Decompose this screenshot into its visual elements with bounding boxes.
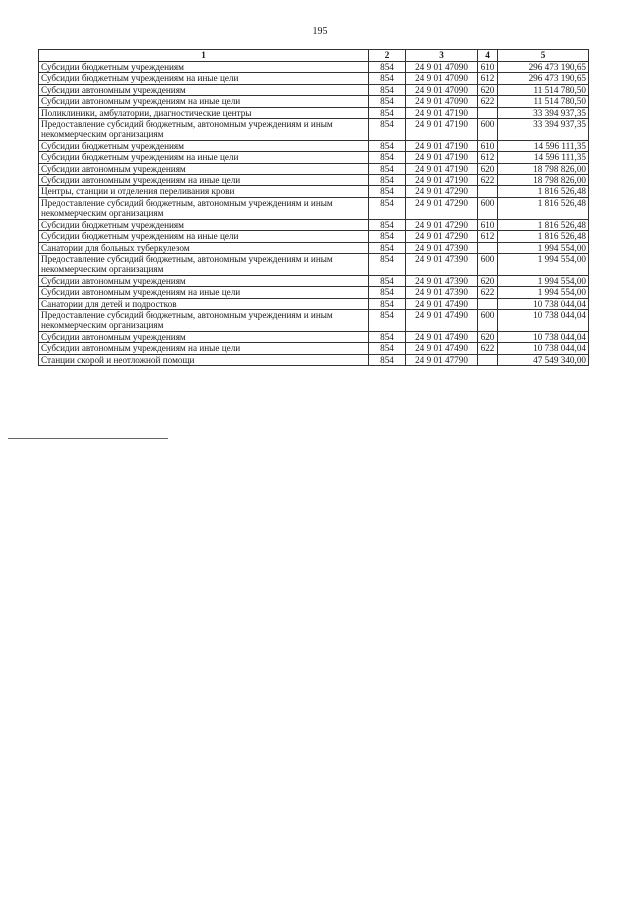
amount-cell: 11 514 780,50 — [498, 96, 589, 107]
target-article-cell: 24 9 01 47390 — [406, 242, 478, 253]
row-name-cell: Поликлиники, амбулатории, диагностические центры — [39, 107, 369, 118]
ministry-code-cell: 854 — [369, 242, 406, 253]
expense-type-cell: 600 — [478, 253, 498, 275]
expense-type-cell: 600 — [478, 197, 498, 219]
ministry-code-cell: 854 — [369, 298, 406, 309]
amount-cell: 1 816 526,48 — [498, 219, 589, 230]
row-name-cell: Субсидии автономным учреждениям на иные цели — [39, 287, 369, 298]
amount-cell: 11 514 780,50 — [498, 84, 589, 95]
amount-cell: 1 994 554,00 — [498, 287, 589, 298]
expense-type-cell: 622 — [478, 175, 498, 186]
amount-cell: 296 473 190,65 — [498, 73, 589, 84]
amount-cell: 14 596 111,35 — [498, 140, 589, 151]
table-row — [39, 73, 589, 84]
amount-cell: 1 994 554,00 — [498, 275, 589, 286]
ministry-code-cell: 854 — [369, 343, 406, 354]
row-name-cell: Субсидии бюджетным учреждениям на иные цели — [39, 73, 369, 84]
row-name-cell: Субсидии бюджетным учреждениям — [39, 219, 369, 230]
ministry-code-cell: 854 — [369, 309, 406, 331]
target-article-cell: 24 9 01 47190 — [406, 119, 478, 141]
row-name-cell: Субсидии автономным учреждениям — [39, 331, 369, 342]
target-article-cell: 24 9 01 47190 — [406, 163, 478, 174]
table-row — [39, 287, 589, 298]
row-name-cell: Субсидии автономным учреждениям — [39, 84, 369, 95]
table-row — [39, 331, 589, 342]
amount-cell: 1 816 526,48 — [498, 231, 589, 242]
row-name-cell: Субсидии бюджетным учреждениям на иные цели — [39, 231, 369, 242]
row-name-cell: Станции скорой и неотложной помощи — [39, 354, 369, 365]
amount-cell: 18 798 826,00 — [498, 175, 589, 186]
table-row — [39, 163, 589, 174]
row-name-cell: Субсидии бюджетным учреждениям — [39, 62, 369, 73]
ministry-code-cell: 854 — [369, 62, 406, 73]
ministry-code-cell: 854 — [369, 73, 406, 84]
row-name-cell: Предоставление субсидий бюджетным, автономным учреждениям и иным некоммерческим организациям — [39, 197, 369, 219]
amount-cell: 10 738 044,04 — [498, 343, 589, 354]
target-article-cell: 24 9 01 47090 — [406, 96, 478, 107]
table-row — [39, 231, 589, 242]
row-name-cell: Субсидии автономным учреждениям на иные цели — [39, 175, 369, 186]
ministry-code-cell: 854 — [369, 219, 406, 230]
amount-cell: 1 994 554,00 — [498, 242, 589, 253]
target-article-cell: 24 9 01 47190 — [406, 140, 478, 151]
table-row — [39, 119, 589, 141]
row-name-cell: Субсидии автономным учреждениям на иные цели — [39, 343, 369, 354]
target-article-cell: 24 9 01 47290 — [406, 219, 478, 230]
ministry-code-cell: 854 — [369, 140, 406, 151]
expense-type-cell — [478, 186, 498, 197]
column-header-4: 4 — [478, 50, 498, 62]
target-article-cell: 24 9 01 47390 — [406, 275, 478, 286]
expense-type-cell: 620 — [478, 275, 498, 286]
amount-cell: 33 394 937,35 — [498, 107, 589, 118]
table-row — [39, 275, 589, 286]
target-article-cell: 24 9 01 47790 — [406, 354, 478, 365]
expense-type-cell: 620 — [478, 331, 498, 342]
table-row — [39, 253, 589, 275]
amount-cell: 33 394 937,35 — [498, 119, 589, 141]
target-article-cell: 24 9 01 47290 — [406, 197, 478, 219]
expense-type-cell: 622 — [478, 343, 498, 354]
table-row — [39, 175, 589, 186]
table-row — [39, 354, 589, 365]
expense-type-cell: 612 — [478, 152, 498, 163]
row-name-cell: Субсидии автономным учреждениям на иные цели — [39, 96, 369, 107]
target-article-cell: 24 9 01 47090 — [406, 73, 478, 84]
ministry-code-cell: 854 — [369, 253, 406, 275]
target-article-cell: 24 9 01 47190 — [406, 107, 478, 118]
table-row — [39, 62, 589, 73]
row-name-cell: Санатории для больных туберкулезом — [39, 242, 369, 253]
ministry-code-cell: 854 — [369, 354, 406, 365]
ministry-code-cell: 854 — [369, 163, 406, 174]
expense-type-cell: 612 — [478, 73, 498, 84]
expense-type-cell: 622 — [478, 96, 498, 107]
ministry-code-cell: 854 — [369, 107, 406, 118]
expense-type-cell: 600 — [478, 119, 498, 141]
table-row — [39, 298, 589, 309]
expense-type-cell: 600 — [478, 309, 498, 331]
expense-type-cell: 620 — [478, 84, 498, 95]
column-header-1: 1 — [39, 50, 369, 62]
amount-cell: 10 738 044,04 — [498, 298, 589, 309]
amount-cell: 296 473 190,65 — [498, 62, 589, 73]
ministry-code-cell: 854 — [369, 119, 406, 141]
column-header-2: 2 — [369, 50, 406, 62]
ministry-code-cell: 854 — [369, 175, 406, 186]
target-article-cell: 24 9 01 47490 — [406, 343, 478, 354]
ministry-code-cell: 854 — [369, 275, 406, 286]
row-name-cell: Центры, станции и отделения переливания крови — [39, 186, 369, 197]
row-name-cell: Субсидии автономным учреждениям — [39, 163, 369, 174]
expense-type-cell — [478, 354, 498, 365]
row-name-cell: Субсидии бюджетным учреждениям на иные цели — [39, 152, 369, 163]
table-row — [39, 242, 589, 253]
row-name-cell: Субсидии бюджетным учреждениям — [39, 140, 369, 151]
amount-cell: 1 816 526,48 — [498, 197, 589, 219]
table-row — [39, 152, 589, 163]
table-row — [39, 140, 589, 151]
amount-cell: 1 994 554,00 — [498, 253, 589, 275]
row-name-cell: Субсидии автономным учреждениям — [39, 275, 369, 286]
expense-type-cell: 620 — [478, 163, 498, 174]
expense-type-cell: 610 — [478, 140, 498, 151]
table-row — [39, 343, 589, 354]
table-body — [39, 62, 589, 366]
ministry-code-cell: 854 — [369, 197, 406, 219]
amount-cell: 1 816 526,48 — [498, 186, 589, 197]
target-article-cell: 24 9 01 47090 — [406, 62, 478, 73]
page-number: 195 — [312, 26, 328, 37]
ministry-code-cell: 854 — [369, 186, 406, 197]
expense-type-cell — [478, 242, 498, 253]
expense-type-cell: 610 — [478, 219, 498, 230]
expense-type-cell: 610 — [478, 62, 498, 73]
amount-cell: 10 738 044,04 — [498, 309, 589, 331]
target-article-cell: 24 9 01 47290 — [406, 231, 478, 242]
ministry-code-cell: 854 — [369, 152, 406, 163]
ministry-code-cell: 854 — [369, 96, 406, 107]
target-article-cell: 24 9 01 47490 — [406, 309, 478, 331]
target-article-cell: 24 9 01 47190 — [406, 175, 478, 186]
row-name-cell: Предоставление субсидий бюджетным, автономным учреждениям и иным некоммерческим организациям — [39, 253, 369, 275]
expense-type-cell: 622 — [478, 287, 498, 298]
column-header-3: 3 — [406, 50, 478, 62]
expense-type-cell — [478, 107, 498, 118]
amount-cell: 10 738 044,04 — [498, 331, 589, 342]
table-row — [39, 219, 589, 230]
row-name-cell: Предоставление субсидий бюджетным, автономным учреждениям и иным некоммерческим организациям — [39, 119, 369, 141]
table-row — [39, 96, 589, 107]
amount-cell: 18 798 826,00 — [498, 163, 589, 174]
row-name-cell: Санатории для детей и подростков — [39, 298, 369, 309]
amount-cell: 14 596 111,35 — [498, 152, 589, 163]
table-row — [39, 309, 589, 331]
target-article-cell: 24 9 01 47390 — [406, 287, 478, 298]
expense-type-cell: 612 — [478, 231, 498, 242]
target-article-cell: 24 9 01 47390 — [406, 253, 478, 275]
budget-table — [38, 49, 589, 366]
target-article-cell: 24 9 01 47490 — [406, 298, 478, 309]
target-article-cell: 24 9 01 47490 — [406, 331, 478, 342]
table-row — [39, 186, 589, 197]
table-row — [39, 84, 589, 95]
separator-line — [8, 438, 168, 439]
ministry-code-cell: 854 — [369, 84, 406, 95]
expense-type-cell — [478, 298, 498, 309]
table-header-row — [39, 50, 589, 62]
table-row — [39, 107, 589, 118]
row-name-cell: Предоставление субсидий бюджетным, автономным учреждениям и иным некоммерческим организациям — [39, 309, 369, 331]
ministry-code-cell: 854 — [369, 231, 406, 242]
target-article-cell: 24 9 01 47290 — [406, 186, 478, 197]
target-article-cell: 24 9 01 47190 — [406, 152, 478, 163]
ministry-code-cell: 854 — [369, 331, 406, 342]
ministry-code-cell: 854 — [369, 287, 406, 298]
column-header-5: 5 — [498, 50, 589, 62]
amount-cell: 47 549 340,00 — [498, 354, 589, 365]
target-article-cell: 24 9 01 47090 — [406, 84, 478, 95]
table-row — [39, 197, 589, 219]
